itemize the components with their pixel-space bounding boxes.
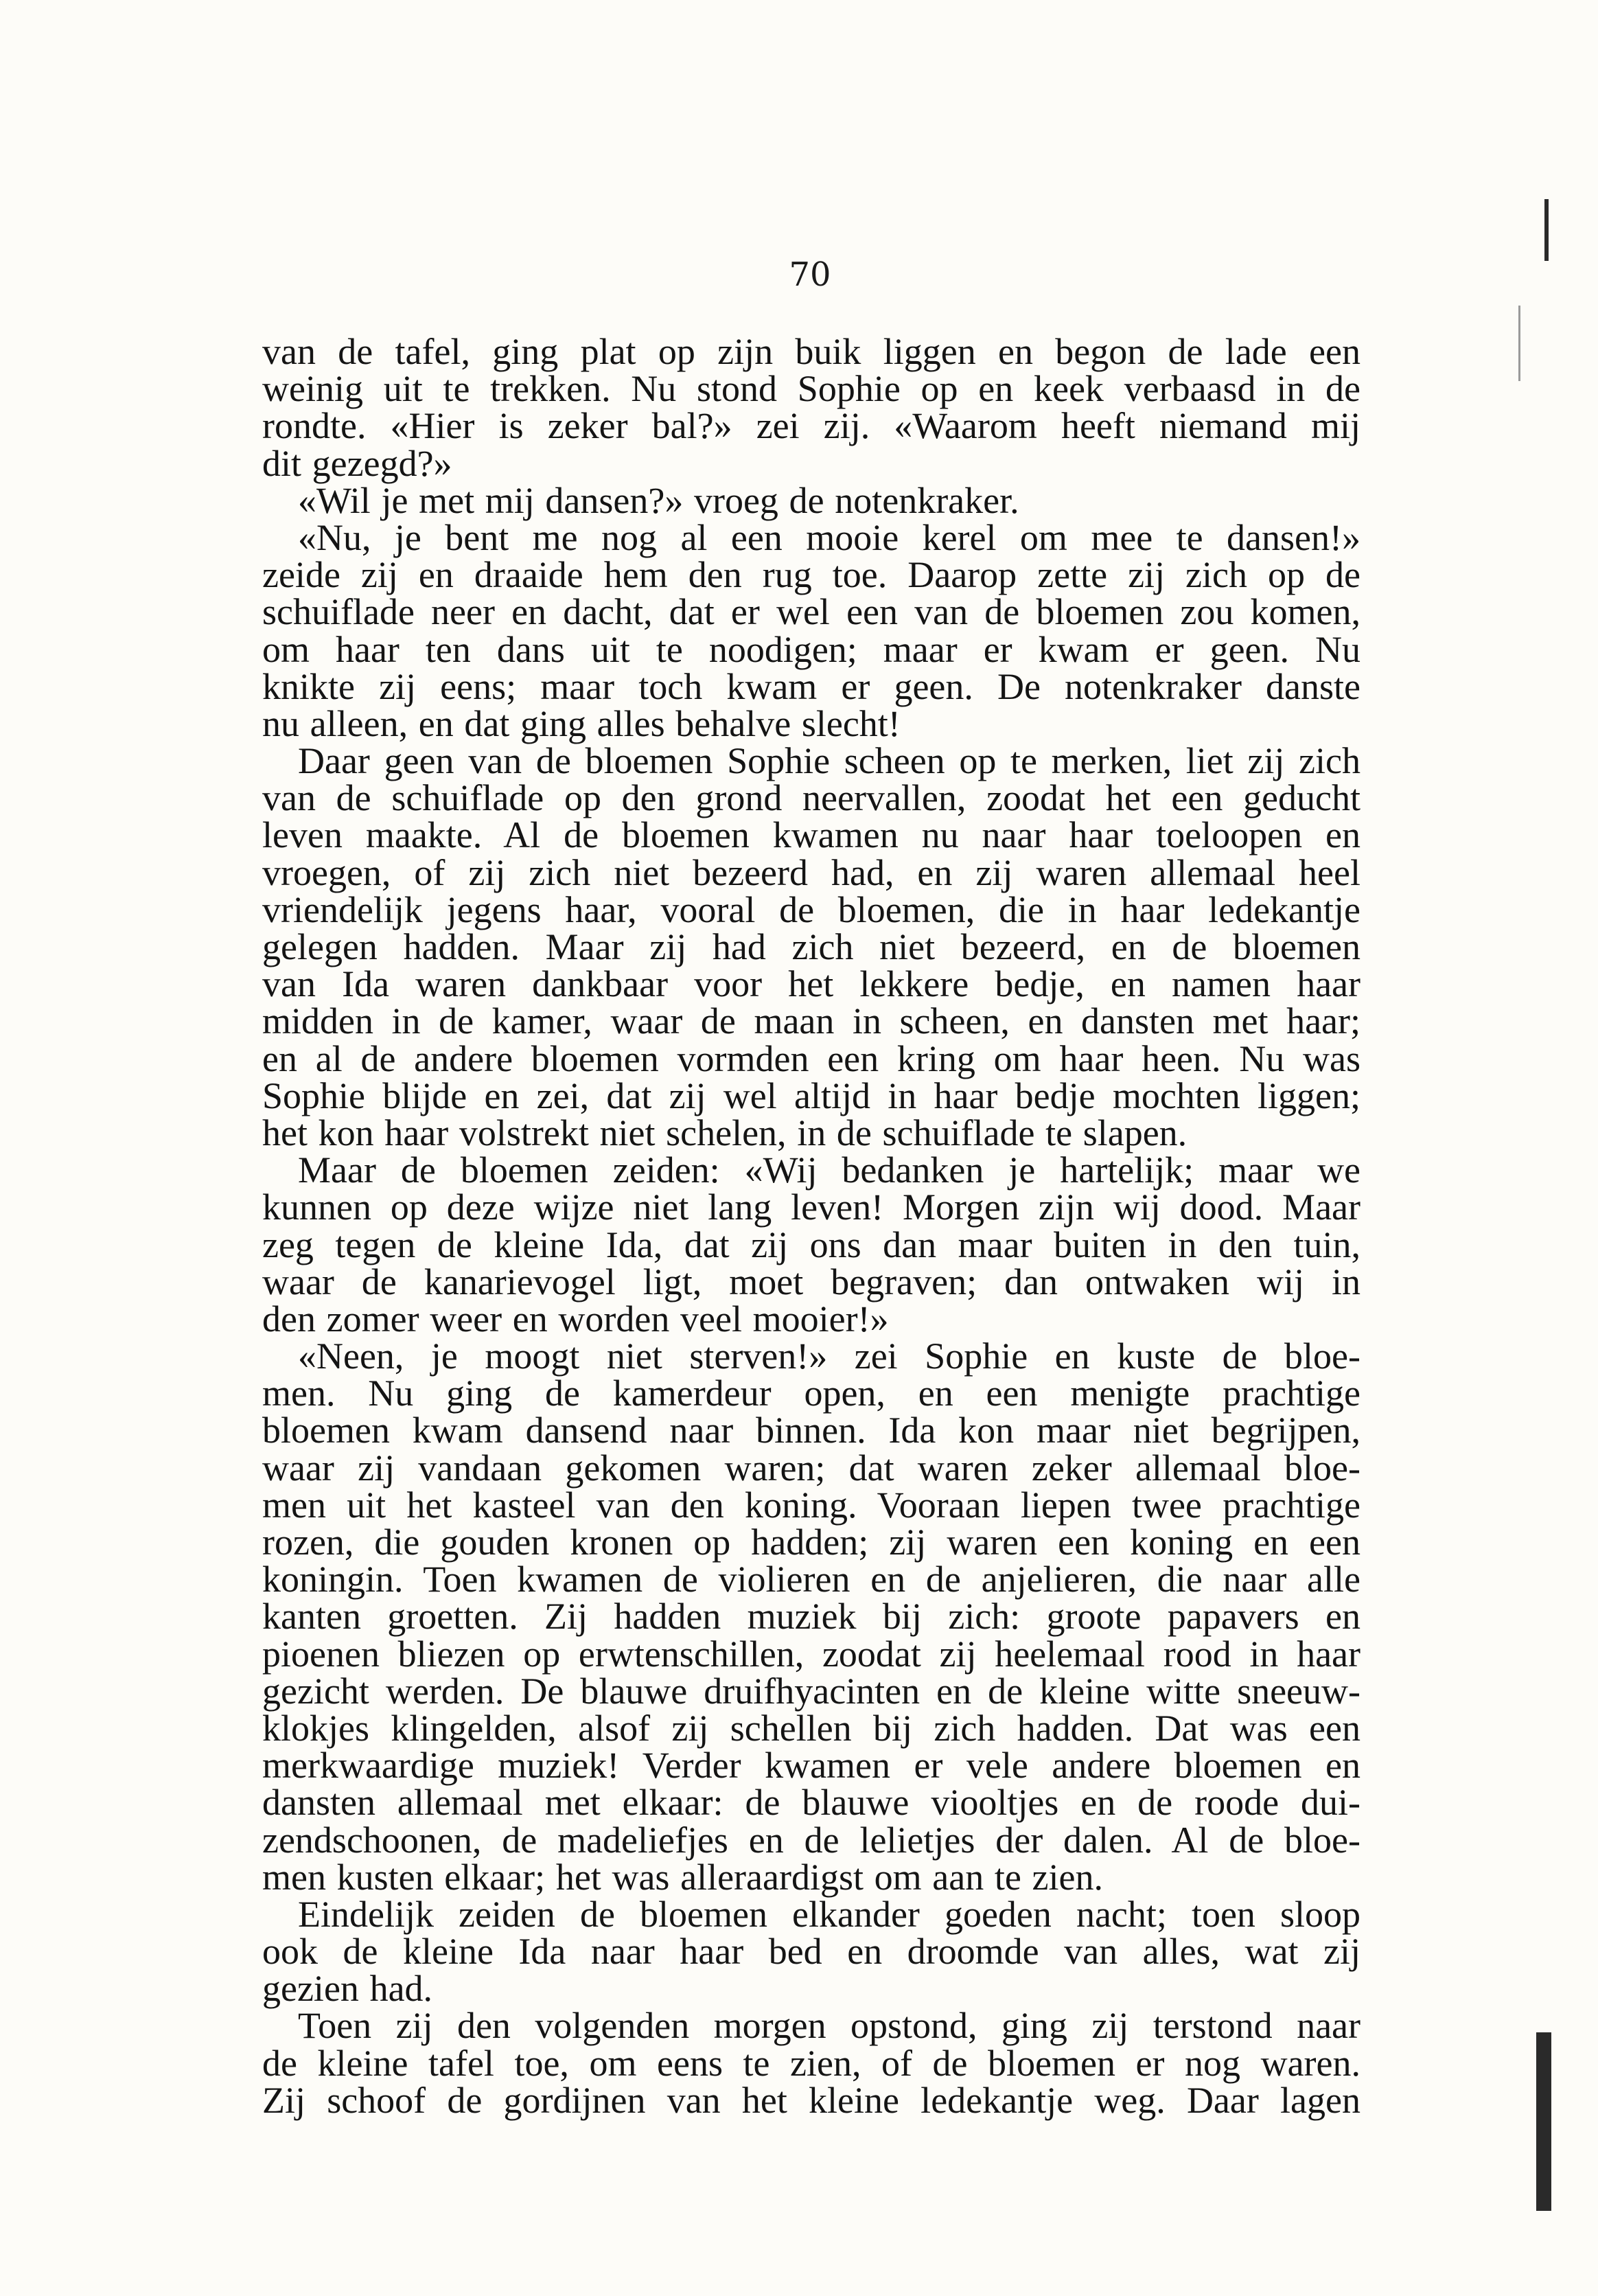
text-line: waar de kanarievogel ligt, moet begraven; dan ontwaken wij in: [262, 1261, 1360, 1302]
text-line: dansten allemaal met elkaar: de blauwe viooltjes en de roode dui-: [262, 1782, 1360, 1824]
text-line: kanten groetten. Zij hadden muziek bij zich: groote papavers en: [262, 1596, 1360, 1638]
text-line: koningin. Toen kwamen de violieren en de anjelieren, die naar alle: [262, 1559, 1360, 1600]
text-line: zeg tegen de kleine Ida, dat zij ons dan maar buiten in den tuin,: [262, 1224, 1360, 1265]
text-line: rondte. «Hier is zeker bal?» zei zij. «Waarom heeft niemand mij: [262, 405, 1360, 447]
text-line: Eindelijk zeiden de bloemen elkander goeden nacht; toen sloop: [298, 1893, 1360, 1935]
text-line: van de schuiflade op den grond neervallen, zoodat het een geducht: [262, 777, 1360, 819]
scan-mark-middle: [1518, 306, 1520, 381]
text-line: zendschoonen, de madeliefjes en de lelietjes der dalen. Al de bloe-: [262, 1819, 1360, 1861]
text-line: van Ida waren dankbaar voor het lekkere bedje, en namen haar: [262, 963, 1360, 1005]
text-line: merkwaardige muziek! Verder kwamen er vele andere bloemen en: [262, 1745, 1360, 1787]
text-line: leven maakte. Al de bloemen kwamen nu naar haar toeloopen en: [262, 814, 1360, 856]
text-line: van de tafel, ging plat op zijn buik liggen en begon de lade een: [262, 331, 1360, 372]
text-line: gelegen hadden. Maar zij had zich niet bezeerd, en de bloemen: [262, 926, 1360, 967]
text-line: vriendelijk jegens haar, vooral de bloemen, die in haar ledekantje: [262, 888, 1360, 930]
text-line: zeide zij en draaide hem den rug toe. Daarop zette zij zich op de: [262, 554, 1360, 596]
text-line: Maar de bloemen zeiden: «Wij bedanken je hartelijk; maar we: [298, 1149, 1360, 1191]
text-line: bloemen kwam dansend naar binnen. Ida kon maar niet begrijpen,: [262, 1410, 1360, 1451]
text-line: den zomer weer en worden veel mooier!»: [262, 1298, 889, 1340]
body-text: [262, 333, 1360, 2119]
text-line: rozen, die gouden kronen op hadden; zij waren een koning en een: [262, 1522, 1360, 1563]
text-line: Toen zij den volgenden morgen opstond, ging zij terstond naar: [298, 2005, 1360, 2047]
scan-mark-bottom: [1536, 2032, 1551, 2211]
text-line: Daar geen van de bloemen Sophie scheen op te merken, liet zij zich: [298, 740, 1360, 782]
text-line: midden in de kamer, waar de maan in scheen, en dansten met haar;: [262, 1000, 1360, 1042]
text-line: gezicht werden. De blauwe druifhyacinten en de kleine witte sneeuw-: [262, 1670, 1360, 1712]
text-line: nu alleen, en dat ging alles behalve slecht!: [262, 702, 901, 744]
text-line: schuiflade neer en dacht, dat er wel een van de bloemen zou komen,: [262, 591, 1360, 633]
text-line: «Nu, je bent me nog al een mooie kerel om mee te dansen!»: [298, 516, 1360, 558]
text-line: dit gezegd?»: [262, 442, 452, 484]
text-line: gezien had.: [262, 1968, 433, 2010]
text-line: men uit het kasteel van den koning. Vooraan liepen twee prachtige: [262, 1484, 1360, 1526]
text-line: kunnen op deze wijze niet lang leven! Morgen zijn wij dood. Maar: [262, 1186, 1360, 1228]
text-line: Zij schoof de gordijnen van het kleine ledekantje weg. Daar lagen: [262, 2079, 1360, 2121]
text-line: waar zij vandaan gekomen waren; dat waren zeker allemaal bloe-: [262, 1447, 1360, 1489]
text-line: om haar ten dans uit te noodigen; maar er kwam er geen. Nu: [262, 628, 1360, 670]
text-line: men kusten elkaar; het was alleraardigst om aan te zien.: [262, 1856, 1103, 1898]
text-line: «Wil je met mij dansen?» vroeg de notenkraker.: [298, 479, 1019, 521]
text-line: Sophie blijde en zei, dat zij wel altijd in haar bedje mochten liggen;: [262, 1075, 1360, 1116]
text-line: vroegen, of zij zich niet bezeerd had, en zij waren allemaal heel: [262, 851, 1360, 893]
text-line: «Neen, je moogt niet sterven!» zei Sophie en kuste de bloe-: [298, 1335, 1360, 1377]
scan-mark-top: [1544, 199, 1549, 261]
text-line: het kon haar volstrekt niet schelen, in de schuiflade te slapen.: [262, 1112, 1188, 1153]
text-line: knikte zij eens; maar toch kwam er geen. De notenkraker danste: [262, 665, 1360, 707]
page-number: 70: [789, 255, 831, 294]
text-line: weinig uit te trekken. Nu stond Sophie op en keek verbaasd in de: [262, 368, 1360, 410]
text-line: klokjes klingelden, alsof zij schellen bij zich hadden. Dat was een: [262, 1707, 1360, 1749]
text-line: ook de kleine Ida naar haar bed en droomde van alles, wat zij: [262, 1931, 1360, 1973]
text-line: pioenen bliezen op erwtenschillen, zoodat zij heelemaal rood in haar: [262, 1633, 1360, 1675]
text-line: men. Nu ging de kamerdeur open, en een menigte prachtige: [262, 1373, 1360, 1414]
text-line: de kleine tafel toe, om eens te zien, of de bloemen er nog waren.: [262, 2042, 1360, 2084]
text-line: en al de andere bloemen vormden een kring om haar heen. Nu was: [262, 1037, 1360, 1079]
